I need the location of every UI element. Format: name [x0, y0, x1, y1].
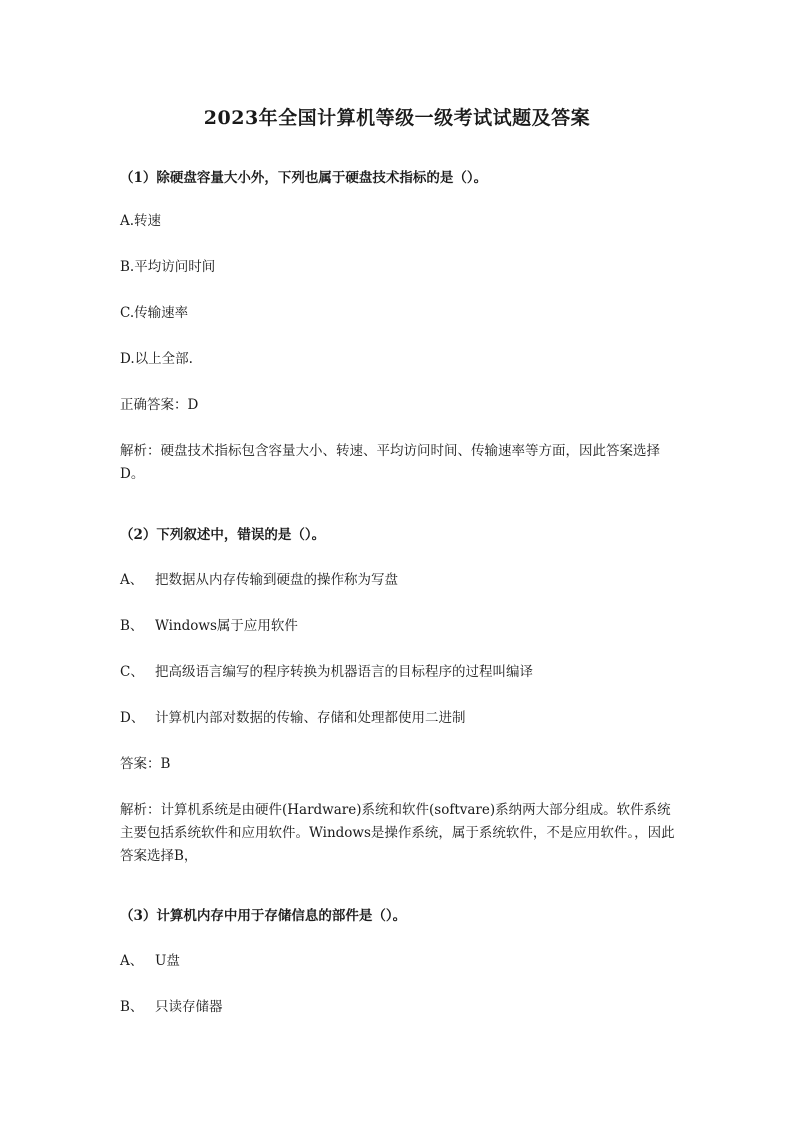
document-title: 2023年全国计算机等级一级考试试题及答案 [203, 107, 591, 129]
question-1-heading: （1）除硬盘容量大小外，下列也属于硬盘技术指标的是（）。 [120, 170, 488, 186]
question-2-option-a [120, 569, 680, 592]
question-1-answer: 正确答案：D [120, 397, 199, 413]
option-letter: B、 [120, 618, 144, 634]
option-text: 把数据从内存传输到硬盘的操作称为写盘 [155, 572, 398, 588]
question-2-analysis: 解析：计算机系统是由硬件(Hardware)系统和软件(softvare)系纳两大部分组成。软件系统主要包括系统软件和应用软件。Windows是操作系统，属于系统软件，不是应用软件。，因此答案选择B， [120, 802, 675, 864]
question-3-heading: （3）计算机内存中用于存储信息的部件是（）。 [120, 908, 407, 924]
option-text: 把高级语言编写的程序转换为机器语言的目标程序的过程叫编译 [155, 664, 533, 680]
option-text: 只读存储器 [155, 999, 223, 1015]
question-3-option-a [120, 950, 680, 973]
question-2-option-c [120, 661, 680, 684]
question-1-analysis: 解析：硬盘技术指标包含容量大小、转速、平均访问时间、传输速率等方面，因此答案选择D。 [120, 443, 660, 482]
option-text: U盘 [155, 953, 180, 969]
question-1-option-c: C.传输速率 [120, 305, 189, 321]
question-1-option-b: B.平均访问时间 [120, 259, 216, 275]
question-3-option-b [120, 996, 680, 1019]
question-2-answer: 答案：B [120, 756, 171, 772]
question-2-option-d [120, 707, 680, 730]
option-letter: D、 [120, 710, 145, 726]
option-letter: A、 [120, 572, 144, 588]
question-2-heading: （2）下列叙述中，错误的是（）。 [120, 527, 326, 543]
option-text: Windows属于应用软件 [155, 618, 298, 634]
option-text: 计算机内部对数据的传输、存储和处理都使用二进制 [155, 710, 466, 726]
option-letter: B、 [120, 999, 144, 1015]
question-1-option-d: D.以上全部. [120, 351, 193, 367]
question-2-option-b [120, 615, 680, 638]
question-1-option-a: A.转速 [120, 213, 162, 229]
option-letter: C、 [120, 664, 144, 680]
option-letter: A、 [120, 953, 144, 969]
